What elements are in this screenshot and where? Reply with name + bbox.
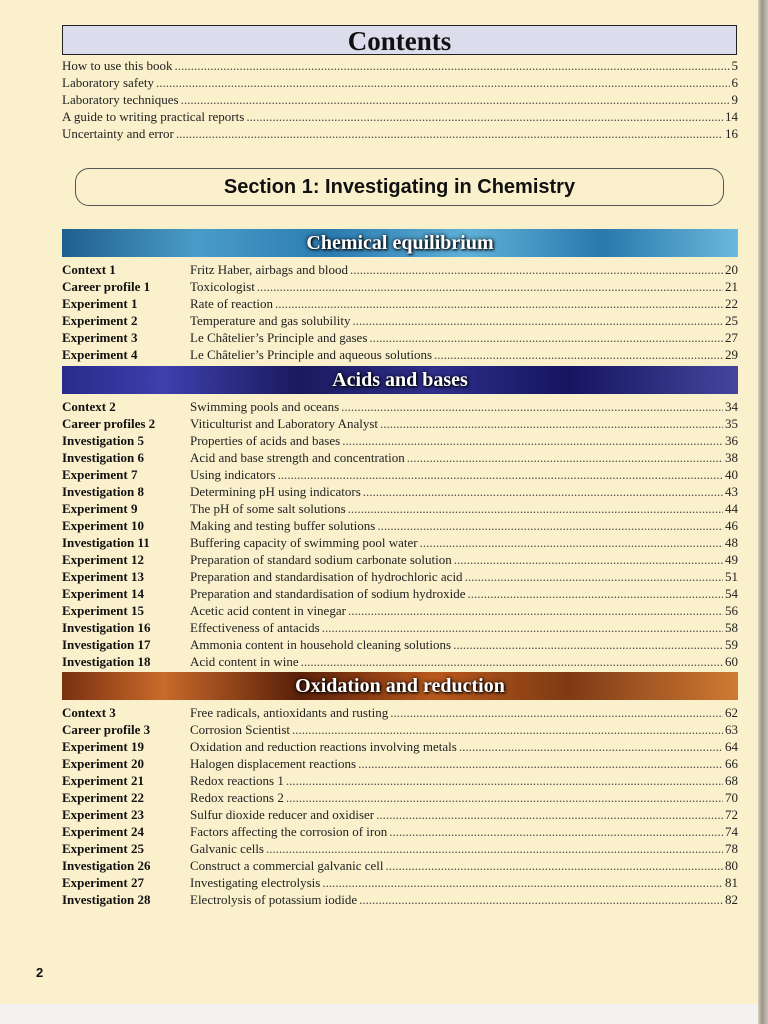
toc-row[interactable] [62, 75, 738, 92]
entry-page: 44 [725, 501, 738, 516]
toc-entry[interactable] [62, 399, 738, 416]
entry-title: Le Châtelier’s Principle and aqueous solutions [190, 347, 433, 362]
leader-dots [454, 552, 723, 568]
toc-entry[interactable] [62, 620, 738, 637]
leader-dots [380, 416, 723, 432]
leader-dots [377, 518, 723, 534]
entry-page: 22 [725, 296, 738, 311]
entry-type: Experiment 7 [62, 467, 138, 482]
entry-type: Experiment 23 [62, 807, 144, 822]
toc-entry[interactable] [62, 433, 738, 450]
toc-entry[interactable] [62, 467, 738, 484]
leader-dots [181, 92, 730, 108]
leader-dots [175, 58, 730, 74]
entry-title: Factors affecting the corrosion of iron [190, 824, 388, 839]
toc-entry[interactable] [62, 603, 738, 620]
entry-title: Making and testing buffer solutions [190, 518, 376, 533]
leader-dots [434, 347, 723, 363]
entry-page: 78 [725, 841, 738, 856]
entry-page: 70 [725, 790, 738, 805]
toc-entry[interactable] [62, 416, 738, 433]
toc-entry[interactable] [62, 637, 738, 654]
page-bottom-margin [0, 1004, 758, 1024]
toc-entry[interactable] [62, 330, 738, 347]
chapter-title: Acids and bases [332, 369, 468, 391]
entry-type: Career profile 3 [62, 722, 151, 737]
entry-title: Acetic acid content in vinegar [190, 603, 346, 618]
toc-entry[interactable] [62, 586, 738, 603]
entry-type: Investigation 26 [62, 858, 151, 873]
leader-dots [266, 841, 723, 857]
chapter-banner-chemical-equilibrium [62, 229, 738, 257]
entry-page: 29 [725, 347, 738, 362]
leader-dots [420, 535, 723, 551]
leader-dots [341, 399, 723, 415]
toc-entry[interactable] [62, 756, 738, 773]
chapter-entry-list [62, 399, 738, 671]
entry-title: Acid content in wine [190, 654, 299, 669]
entry-page: 21 [725, 279, 738, 294]
entry-page: 63 [725, 722, 738, 737]
entry-type: Experiment 4 [62, 347, 138, 362]
toc-row-page: 5 [731, 58, 738, 73]
entry-title: The pH of some salt solutions [190, 501, 346, 516]
entry-page: 38 [725, 450, 738, 465]
leader-dots [390, 705, 723, 721]
leader-dots [350, 262, 723, 278]
entry-type: Experiment 3 [62, 330, 138, 345]
chapter-entry-list [62, 262, 738, 364]
entry-title: Preparation of standard sodium carbonate solution [190, 552, 452, 567]
leader-dots [286, 790, 723, 806]
leader-dots [246, 109, 723, 125]
toc-row-label: Uncertainty and error [62, 126, 174, 141]
entry-title: Viticulturist and Laboratory Analyst [190, 416, 379, 431]
toc-row[interactable] [62, 126, 738, 143]
entry-type: Experiment 1 [62, 296, 138, 311]
entry-title: Redox reactions 1 [190, 773, 284, 788]
entry-title: Effectiveness of antacids [190, 620, 320, 635]
entry-page: 51 [725, 569, 738, 584]
entry-type: Experiment 22 [62, 790, 144, 805]
toc-row-label: A guide to writing practical reports [62, 109, 245, 124]
entry-title: Fritz Haber, airbags and blood [190, 262, 348, 277]
entry-title: Rate of reaction [190, 296, 274, 311]
toc-row-page: 14 [725, 109, 738, 124]
entry-title: Buffering capacity of swimming pool water [190, 535, 418, 550]
toc-entry[interactable] [62, 875, 738, 892]
entry-type: Experiment 13 [62, 569, 144, 584]
entry-type: Investigation 17 [62, 637, 151, 652]
toc-entry[interactable] [62, 773, 738, 790]
leader-dots [467, 586, 723, 602]
toc-row-page: 9 [731, 92, 738, 107]
entry-title: Acid and base strength and concentration [190, 450, 405, 465]
entry-page: 48 [725, 535, 738, 550]
entry-page: 74 [725, 824, 738, 839]
leader-dots [156, 75, 729, 91]
entry-page: 54 [725, 586, 738, 601]
entry-page: 36 [725, 433, 738, 448]
entry-page: 81 [725, 875, 738, 890]
leader-dots [176, 126, 723, 142]
entry-type: Experiment 24 [62, 824, 144, 839]
entry-title: Oxidation and reduction reactions involving metals [190, 739, 457, 754]
leader-dots [342, 433, 723, 449]
leader-dots [352, 313, 723, 329]
entry-type: Investigation 11 [62, 535, 150, 550]
entry-page: 27 [725, 330, 738, 345]
chapter-entry-list [62, 705, 738, 909]
toc-entry[interactable] [62, 484, 738, 501]
leader-dots [257, 279, 723, 295]
entry-title: Corrosion Scientist [190, 722, 291, 737]
toc-entry[interactable] [62, 858, 738, 875]
entry-title: Redox reactions 2 [190, 790, 284, 805]
entry-page: 80 [725, 858, 738, 873]
leader-dots [275, 296, 723, 312]
page-number: 2 [36, 965, 44, 980]
toc-entry[interactable] [62, 552, 738, 569]
entry-title: Le Châtelier’s Principle and gases [190, 330, 368, 345]
toc-entry[interactable] [62, 790, 738, 807]
entry-type: Career profile 1 [62, 279, 151, 294]
toc-entry[interactable] [62, 807, 738, 824]
entry-page: 62 [725, 705, 738, 720]
entry-title: Construct a commercial galvanic cell [190, 858, 384, 873]
leader-dots [453, 637, 723, 653]
leader-dots [389, 824, 723, 840]
toc-entry[interactable] [62, 279, 738, 296]
leader-dots [369, 330, 723, 346]
entry-title: Ammonia content in household cleaning solutions [190, 637, 452, 652]
chapter-title: Oxidation and reduction [295, 675, 505, 697]
entry-page: 35 [725, 416, 738, 431]
entry-page: 43 [725, 484, 738, 499]
toc-entry[interactable] [62, 824, 738, 841]
toc-row-page: 6 [731, 75, 738, 90]
leader-dots [359, 892, 723, 908]
toc-entry[interactable] [62, 705, 738, 722]
entry-type: Experiment 27 [62, 875, 144, 890]
toc-row-label: Laboratory techniques [62, 92, 179, 107]
entry-title: Free radicals, antioxidants and rusting [190, 705, 389, 720]
entry-page: 60 [725, 654, 738, 669]
entry-page: 25 [725, 313, 738, 328]
toc-entry[interactable] [62, 535, 738, 552]
entry-title: Determining pH using indicators [190, 484, 361, 499]
entry-page: 72 [725, 807, 738, 822]
entry-title: Swimming pools and oceans [190, 399, 340, 414]
page-edge [758, 0, 768, 1024]
entry-title: Using indicators [190, 467, 276, 482]
entry-type: Experiment 12 [62, 552, 144, 567]
leader-dots [465, 569, 723, 585]
toc-row[interactable] [62, 109, 738, 126]
entry-page: 46 [725, 518, 738, 533]
entry-type: Experiment 20 [62, 756, 144, 771]
leader-dots [301, 654, 723, 670]
entry-type: Experiment 21 [62, 773, 144, 788]
toc-row[interactable] [62, 58, 738, 75]
toc-row[interactable] [62, 92, 738, 109]
leader-dots [363, 484, 723, 500]
toc-entry[interactable] [62, 262, 738, 279]
leader-dots [358, 756, 723, 772]
entry-type: Career profiles 2 [62, 416, 156, 431]
toc-entry[interactable] [62, 739, 738, 756]
chapter-banner-oxidation-and-reduction [62, 672, 738, 700]
entry-title: Properties of acids and bases [190, 433, 341, 448]
entry-title: Halogen displacement reactions [190, 756, 357, 771]
entry-title: Electrolysis of potassium iodide [190, 892, 358, 907]
leader-dots [376, 807, 723, 823]
toc-entry[interactable] [62, 501, 738, 518]
toc-entry[interactable] [62, 296, 738, 313]
entry-title: Temperature and gas solubility [190, 313, 351, 328]
leader-dots [322, 620, 723, 636]
entry-type: Experiment 9 [62, 501, 138, 516]
entry-type: Investigation 16 [62, 620, 151, 635]
leader-dots [286, 773, 723, 789]
toc-entry[interactable] [62, 347, 738, 364]
toc-entry[interactable] [62, 569, 738, 586]
leader-dots [322, 875, 723, 891]
entry-title: Galvanic cells [190, 841, 264, 856]
toc-entry[interactable] [62, 892, 738, 909]
entry-page: 66 [725, 756, 738, 771]
entry-type: Investigation 6 [62, 450, 144, 465]
entry-type: Investigation 5 [62, 433, 144, 448]
leader-dots [459, 739, 723, 755]
entry-type: Context 1 [62, 262, 116, 277]
entry-page: 59 [725, 637, 738, 652]
entry-title: Preparation and standardisation of sodium hydroxide [190, 586, 466, 601]
entry-title: Investigating electrolysis [190, 875, 321, 890]
entry-page: 58 [725, 620, 738, 635]
entry-type: Investigation 18 [62, 654, 151, 669]
entry-type: Investigation 28 [62, 892, 151, 907]
entry-type: Experiment 15 [62, 603, 144, 618]
leader-dots [407, 450, 723, 466]
toc-entry[interactable] [62, 450, 738, 467]
toc-entry[interactable] [62, 654, 738, 671]
entry-title: Preparation and standardisation of hydrochloric acid [190, 569, 463, 584]
leader-dots [348, 501, 723, 517]
entry-type: Experiment 25 [62, 841, 144, 856]
chapter-banner-acids-and-bases [62, 366, 738, 394]
toc-row-label: Laboratory safety [62, 75, 155, 90]
page-title: Contents [62, 25, 737, 55]
toc-row-label: How to use this book [62, 58, 173, 73]
entry-type: Experiment 14 [62, 586, 144, 601]
entry-page: 64 [725, 739, 738, 754]
entry-title: Toxicologist [190, 279, 255, 294]
entry-type: Experiment 2 [62, 313, 138, 328]
entry-type: Experiment 19 [62, 739, 144, 754]
entry-page: 56 [725, 603, 738, 618]
toc-entry[interactable] [62, 722, 738, 739]
leader-dots [278, 467, 723, 483]
entry-page: 68 [725, 773, 738, 788]
leader-dots [292, 722, 723, 738]
toc-row-page: 16 [725, 126, 738, 141]
entry-page: 20 [725, 262, 738, 277]
toc-entry[interactable] [62, 313, 738, 330]
entry-title: Sulfur dioxide reducer and oxidiser [190, 807, 375, 822]
toc-entry[interactable] [62, 518, 738, 535]
entry-page: 34 [725, 399, 738, 414]
entry-type: Context 2 [62, 399, 116, 414]
entry-page: 40 [725, 467, 738, 482]
entry-type: Experiment 10 [62, 518, 144, 533]
chapter-title: Chemical equilibrium [306, 232, 494, 254]
entry-page: 49 [725, 552, 738, 567]
entry-type: Investigation 8 [62, 484, 144, 499]
section-heading: Section 1: Investigating in Chemistry [75, 168, 724, 206]
leader-dots [385, 858, 723, 874]
entry-page: 82 [725, 892, 738, 907]
leader-dots [348, 603, 723, 619]
entry-type: Context 3 [62, 705, 116, 720]
toc-entry[interactable] [62, 841, 738, 858]
front-matter-list [62, 58, 738, 143]
